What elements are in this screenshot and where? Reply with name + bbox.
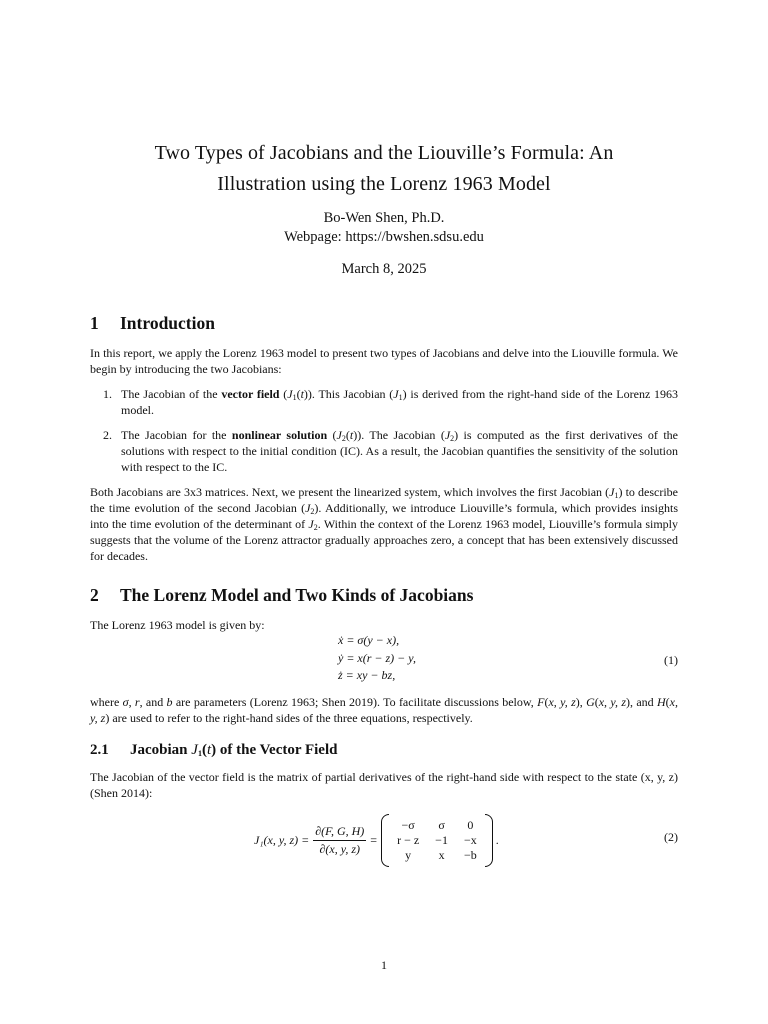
jacobian-lhs: J₁(x, y, z) = [254, 832, 310, 847]
matrix-cell: 0 [467, 817, 474, 832]
vector-field-paragraph: The Jacobian of the vector field is the matrix of partial derivatives of the right-hand side with respect to the state (x, y, z) (Shen 2014): [90, 770, 678, 800]
lorenz-intro-text: The Lorenz 1963 model is given by: [90, 618, 265, 632]
jacobian-matrix [381, 818, 493, 863]
term-nonlinear-solution: nonlinear solution [231, 428, 328, 442]
page-number: 1 [381, 958, 387, 972]
section-number: 1 [90, 313, 99, 333]
section-title: The Lorenz Model and Two Kinds of Jacobians [120, 585, 474, 605]
matrix-cell: −b [463, 847, 477, 862]
jacobians-paragraph: Both Jacobians are 3x3 matrices. Next, we present the linearized system, which involves the first Jacobian $(J_1)$ to describe the time evolution of the second Jacobian $(J_2)$. Additionally, we introduce Liouville’s formula, which provides insights into the time evolution of the determinant of $J_2$. Within the context of the Lorenz 1963 model, Liouville’s formula simply suggests that the volume of the Lorenz attractor gradually approaches zero, a concept that has been extensively discussed for decades. [90, 485, 678, 563]
matrix-cell: y [405, 847, 412, 862]
matrix-cell: σ [438, 817, 445, 832]
matrix-cell: x [438, 847, 445, 862]
subsection-number: 2.1 [90, 742, 109, 758]
section-title: Introduction [120, 313, 215, 333]
title-line-2: Illustration using the Lorenz 1963 Model [217, 173, 551, 195]
section-heading-lorenz-model [90, 585, 473, 606]
paper-date: March 8, 2025 [341, 261, 427, 277]
parameters-paragraph: where σ, r, and b are parameters (Lorenz 1963; Shen 2019). To facilitate discussions below, F(x, y, z), G(x, y, z), and H(x, y, z) are used to refer to the right-hand sides of the three equations, respectively. [90, 695, 678, 725]
section-heading-introduction [90, 313, 215, 334]
list-item-nonlinear-solution: 2. The Jacobian for the nonlinear solution $(J_2(t))$. The Jacobian $(J_2)$ is computed as the first derivatives of the solutions with respect to the initial condition (IC). As a result, the Jacobian quantifies the sensitivity of the solution with respect to the IC. [103, 428, 678, 474]
matrix-cell: −1 [435, 832, 448, 847]
matrix-cell: −σ [401, 817, 415, 832]
title-line-1: Two Types of Jacobians and the Liouville’s Formula: An [154, 142, 614, 164]
matrix-cell: −x [463, 832, 477, 847]
list-item-vector-field: 1. The Jacobian of the vector field $(J_1(t))$. This Jacobian $(J_1)$ is derived from the right-hand side of the Lorenz 1963 model. [103, 387, 679, 417]
author-name: Bo-Wen Shen, Ph.D. [323, 210, 445, 226]
list-marker: 1. [103, 387, 112, 401]
intro-paragraph: In this report, we apply the Lorenz 1963 model to present two types of Jacobians and delve into the Liouville formula. We begin by introducing the two Jacobians: [90, 346, 678, 376]
partial-derivative-fraction: $\frac{\partial(F, G, H)}{\partial(x, y, z)}$ [315, 823, 365, 856]
equation-lorenz-system [338, 632, 416, 685]
equation-number-2: (2) [664, 830, 678, 844]
list-marker: 2. [103, 428, 112, 442]
equation-line-y: ẏ = x(r − z) − y, [338, 650, 416, 665]
equation-jacobian-matrix: J₁(x, y, z) = $\frac{\partial(F, G, H)}{\partial(x, y, z)}$ = −σ σ 0 r − z −1 −x y x −b . [254, 812, 499, 868]
equation-line-z: ż = xy − bz, [338, 668, 396, 682]
right-paren [485, 814, 493, 867]
equation-number-1: (1) [664, 653, 678, 667]
term-vector-field: vector field [221, 387, 280, 401]
matrix-cell: r − z [397, 832, 420, 847]
subsection-heading-vector-field: 2.1 Jacobian $J_1(t)$ of the Vector Field [90, 742, 338, 758]
left-paren [381, 814, 389, 867]
equation-line-x: ẋ = σ(y − x), [338, 633, 400, 647]
section-number: 2 [90, 585, 99, 605]
author-webpage: Webpage: https://bwshen.sdsu.edu [284, 229, 484, 245]
paper-title [90, 138, 678, 200]
